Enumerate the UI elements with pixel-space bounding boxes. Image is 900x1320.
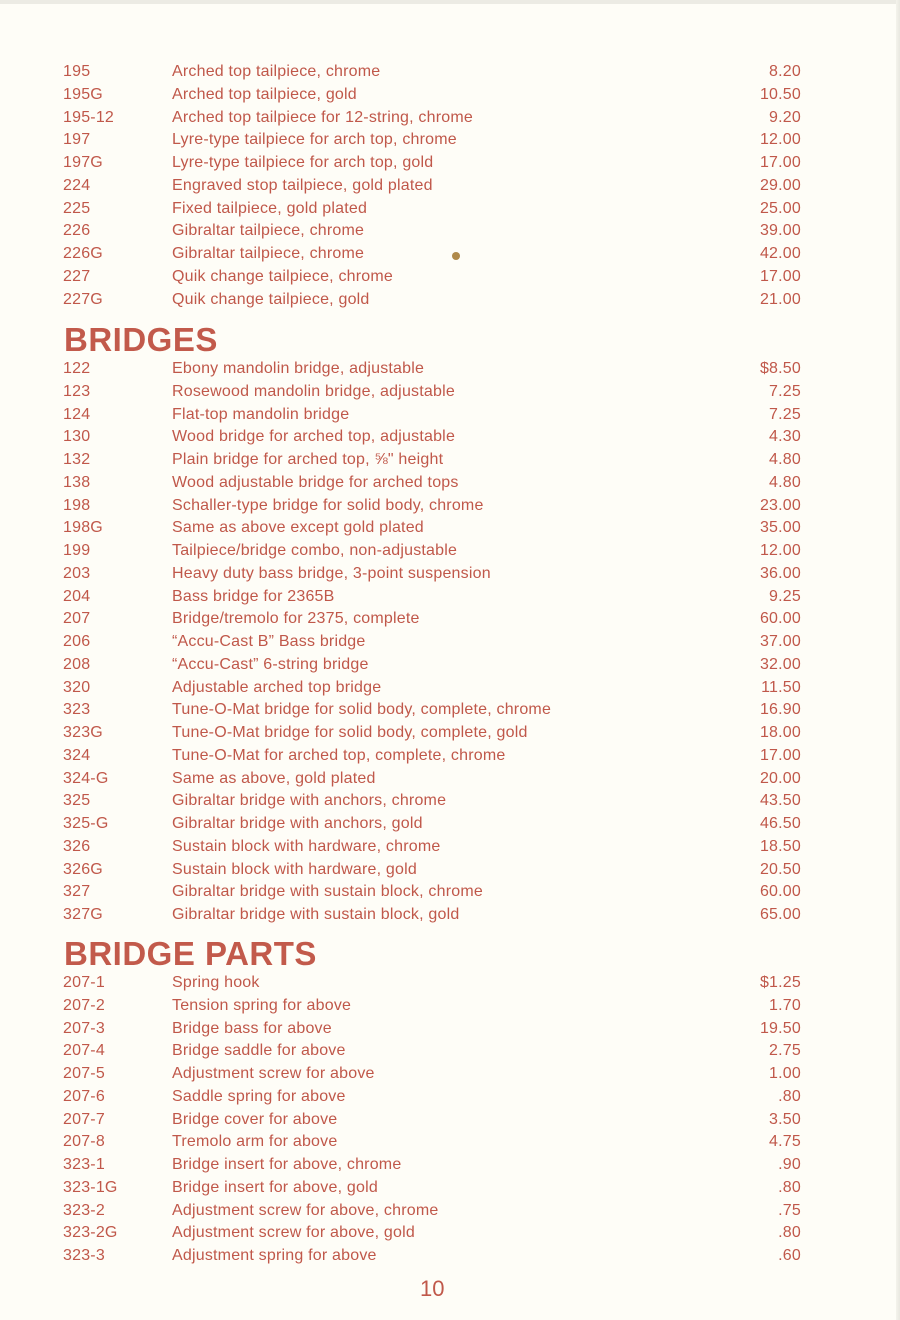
table-row — [0, 107, 900, 130]
part-number: 199 — [63, 542, 91, 559]
part-price: .75 — [778, 1201, 801, 1219]
part-description: Bridge insert for above, gold — [172, 1178, 378, 1196]
part-price: 10.50 — [759, 85, 801, 103]
table-row — [0, 61, 900, 84]
tailpieces-list — [0, 61, 900, 311]
table-row — [0, 1131, 900, 1154]
part-description: Tailpiece/bridge combo, non-adjustable — [172, 542, 458, 559]
part-description: “Accu-Cast B” Bass bridge — [172, 633, 366, 650]
table-row — [0, 243, 900, 266]
part-description: Gibraltar tailpiece, chrome — [172, 245, 365, 262]
part-number: 203 — [63, 564, 91, 582]
part-number: 323G — [63, 724, 103, 741]
part-description: Adjustable arched top bridge — [172, 678, 382, 696]
part-price: 43.50 — [759, 792, 801, 810]
table-row — [0, 404, 900, 427]
part-description: Tune-O-Mat bridge for solid body, complete, gold — [172, 724, 528, 741]
part-price: 17.00 — [759, 154, 801, 171]
page-number: 10 — [420, 1276, 445, 1301]
part-number: 195G — [63, 85, 103, 103]
part-description: Tremolo arm for above — [172, 1133, 338, 1151]
part-number: 132 — [63, 451, 91, 468]
part-number: 204 — [63, 587, 91, 605]
part-number: 323-1G — [63, 1178, 118, 1196]
part-number: 227G — [63, 290, 103, 308]
table-row — [0, 631, 900, 654]
part-description: Wood adjustable bridge for arched tops — [172, 473, 459, 491]
part-number: 207-5 — [63, 1065, 105, 1082]
part-description: Gibraltar bridge with sustain block, gold — [172, 906, 460, 923]
bridges-list — [0, 358, 900, 927]
table-row — [0, 563, 900, 586]
table-row — [0, 1222, 900, 1245]
part-description: Adjustment screw for above — [172, 1065, 375, 1082]
part-number: 138 — [63, 473, 91, 491]
table-row — [0, 1063, 900, 1086]
part-number: 207-3 — [63, 1019, 105, 1037]
table-row — [0, 677, 900, 700]
table-row — [0, 358, 900, 381]
part-description: Tune-O-Mat for arched top, complete, chrome — [172, 746, 506, 764]
part-description: Heavy duty bass bridge, 3-point suspension — [172, 564, 491, 582]
part-price: 35.00 — [759, 519, 801, 537]
part-description: Adjustment screw for above, gold — [172, 1224, 415, 1242]
part-description: Same as above except gold plated — [172, 519, 424, 537]
part-price: .80 — [778, 1224, 801, 1242]
part-price: 7.25 — [769, 405, 801, 423]
table-row — [0, 540, 900, 563]
table-row — [0, 1018, 900, 1041]
page-top-edge — [0, 0, 900, 4]
bridges-heading: BRIDGES — [64, 321, 218, 358]
part-price: 19.50 — [759, 1019, 801, 1037]
table-row — [0, 472, 900, 495]
part-number: 325 — [63, 792, 91, 810]
part-number: 323 — [63, 701, 91, 719]
part-price: 11.50 — [761, 678, 801, 696]
table-row — [0, 836, 900, 859]
part-price: 4.80 — [769, 473, 801, 491]
table-row — [0, 175, 900, 198]
table-row — [0, 881, 900, 904]
part-number: 195 — [63, 63, 91, 80]
bridges-section — [0, 322, 900, 927]
part-description: Arched top tailpiece for 12-string, chrome — [172, 108, 473, 126]
part-price: 29.00 — [759, 176, 801, 194]
table-row — [0, 586, 900, 609]
part-price: 16.90 — [759, 701, 801, 719]
part-description: Gibraltar bridge with sustain block, chrome — [172, 883, 483, 901]
part-price: .60 — [778, 1247, 801, 1264]
part-description: Adjustment spring for above — [172, 1247, 377, 1264]
part-description: Gibraltar tailpiece, chrome — [172, 222, 365, 240]
table-row — [0, 1086, 900, 1109]
part-number: 327 — [63, 883, 91, 901]
part-price: 60.00 — [759, 883, 801, 901]
part-description: Bass bridge for 2365B — [172, 587, 335, 605]
part-description: Bridge bass for above — [172, 1019, 332, 1037]
part-description: Lyre-type tailpiece for arch top, chrome — [172, 131, 457, 149]
part-number: 226 — [63, 222, 91, 240]
part-number: 122 — [63, 360, 91, 377]
part-number: 206 — [63, 633, 91, 650]
part-number: 323-2G — [63, 1224, 118, 1242]
table-row — [0, 517, 900, 540]
part-number: 208 — [63, 655, 91, 673]
part-price: 42.00 — [759, 245, 801, 262]
part-description: Same as above, gold plated — [172, 769, 376, 787]
part-description: Adjustment screw for above, chrome — [172, 1201, 439, 1219]
part-price: 4.75 — [769, 1133, 801, 1151]
part-price: 3.50 — [769, 1110, 801, 1128]
part-price: 18.50 — [759, 837, 801, 855]
part-description: Sustain block with hardware, chrome — [172, 837, 441, 855]
part-price: 18.00 — [759, 724, 801, 741]
part-price: 9.25 — [769, 587, 801, 605]
part-number: 197 — [63, 131, 91, 149]
part-description: Quik change tailpiece, chrome — [172, 267, 394, 285]
part-description: Arched top tailpiece, chrome — [172, 63, 381, 80]
part-price: .90 — [778, 1156, 801, 1173]
part-number: 207-7 — [63, 1110, 105, 1128]
part-price: 12.00 — [759, 131, 801, 149]
part-description: Gibraltar bridge with anchors, gold — [172, 815, 423, 832]
part-number: 198 — [63, 496, 91, 514]
table-row — [0, 1109, 900, 1132]
part-price: 21.00 — [759, 290, 801, 308]
bridge-parts-heading: BRIDGE PARTS — [64, 935, 317, 972]
part-price: .80 — [778, 1087, 801, 1105]
table-row — [0, 1200, 900, 1223]
part-number: 226G — [63, 245, 103, 262]
table-row — [0, 84, 900, 107]
part-price: 37.00 — [759, 633, 801, 650]
part-description: Spring hook — [172, 974, 260, 991]
table-row — [0, 381, 900, 404]
part-price: 32.00 — [759, 655, 801, 673]
part-price: 65.00 — [759, 906, 801, 923]
table-row — [0, 790, 900, 813]
table-row — [0, 813, 900, 836]
table-row — [0, 426, 900, 449]
part-description: Tension spring for above — [172, 996, 352, 1014]
table-row — [0, 129, 900, 152]
part-description: Engraved stop tailpiece, gold plated — [172, 176, 433, 194]
part-number: 207-4 — [63, 1042, 105, 1060]
table-row — [0, 1245, 900, 1268]
table-row — [0, 904, 900, 927]
part-price: 8.20 — [769, 63, 801, 80]
part-price: 20.00 — [759, 769, 801, 787]
part-description: Fixed tailpiece, gold plated — [172, 199, 368, 217]
part-description: Gibraltar bridge with anchors, chrome — [172, 792, 447, 810]
part-description: Tune-O-Mat bridge for solid body, complete, chrome — [172, 701, 552, 719]
table-row — [0, 745, 900, 768]
part-number: 225 — [63, 199, 91, 217]
part-price: .80 — [778, 1178, 801, 1196]
part-price: $1.25 — [759, 974, 801, 991]
part-description: Bridge cover for above — [172, 1110, 338, 1128]
part-price: 1.70 — [769, 996, 801, 1014]
part-number: 224 — [63, 176, 91, 194]
bridge-parts-section — [0, 936, 900, 1268]
part-number: 207-1 — [63, 974, 105, 991]
table-row — [0, 608, 900, 631]
part-description: Bridge insert for above, chrome — [172, 1156, 402, 1173]
part-number: 207-8 — [63, 1133, 105, 1151]
part-description: Sustain block with hardware, gold — [172, 860, 417, 878]
part-description: Bridge saddle for above — [172, 1042, 346, 1060]
table-row — [0, 152, 900, 175]
part-number: 130 — [63, 428, 91, 446]
part-price: 46.50 — [759, 815, 801, 832]
part-price: 1.00 — [769, 1065, 801, 1082]
part-description: Ebony mandolin bridge, adjustable — [172, 360, 425, 377]
part-price: 7.25 — [769, 382, 801, 400]
part-description: “Accu-Cast” 6-string bridge — [172, 655, 369, 673]
table-row — [0, 654, 900, 677]
table-row — [0, 495, 900, 518]
table-row — [0, 198, 900, 221]
part-price: 4.30 — [769, 428, 801, 446]
part-number: 320 — [63, 678, 91, 696]
bridge-parts-list — [0, 972, 900, 1268]
part-price: 25.00 — [759, 199, 801, 217]
table-row — [0, 995, 900, 1018]
part-price: 60.00 — [759, 610, 801, 628]
part-price: 36.00 — [759, 564, 801, 582]
table-row — [0, 266, 900, 289]
part-price: 23.00 — [759, 496, 801, 514]
part-price: 17.00 — [759, 746, 801, 764]
part-price: 12.00 — [759, 542, 801, 559]
part-description: Quik change tailpiece, gold — [172, 290, 370, 308]
table-row — [0, 768, 900, 791]
part-number: 123 — [63, 382, 91, 400]
table-row — [0, 1040, 900, 1063]
part-number: 207-2 — [63, 996, 105, 1014]
table-row — [0, 1177, 900, 1200]
part-description: Plain bridge for arched top, ⅝" height — [172, 451, 444, 468]
part-number: 198G — [63, 519, 103, 537]
part-description: Schaller-type bridge for solid body, chrome — [172, 496, 484, 514]
table-row — [0, 722, 900, 745]
part-number: 323-3 — [63, 1247, 105, 1264]
part-number: 325-G — [63, 815, 109, 832]
part-description: Flat-top mandolin bridge — [172, 405, 350, 423]
part-number: 327G — [63, 906, 103, 923]
part-number: 207-6 — [63, 1087, 105, 1105]
part-price: $8.50 — [759, 360, 801, 377]
tailpieces-section — [0, 61, 900, 311]
part-description: Lyre-type tailpiece for arch top, gold — [172, 154, 434, 171]
part-price: 4.80 — [769, 451, 801, 468]
part-description: Rosewood mandolin bridge, adjustable — [172, 382, 455, 400]
part-number: 324 — [63, 746, 91, 764]
part-description: Wood bridge for arched top, adjustable — [172, 428, 456, 446]
part-price: 20.50 — [759, 860, 801, 878]
part-number: 326 — [63, 837, 91, 855]
part-number: 323-2 — [63, 1201, 105, 1219]
table-row — [0, 972, 900, 995]
table-row — [0, 1154, 900, 1177]
part-number: 326G — [63, 860, 103, 878]
part-description: Saddle spring for above — [172, 1087, 346, 1105]
table-row — [0, 859, 900, 882]
part-number: 197G — [63, 154, 103, 171]
part-number: 207 — [63, 610, 91, 628]
table-row — [0, 220, 900, 243]
part-number: 195-12 — [63, 108, 115, 126]
part-number: 124 — [63, 405, 91, 423]
table-row — [0, 449, 900, 472]
table-row — [0, 699, 900, 722]
part-description: Arched top tailpiece, gold — [172, 85, 357, 103]
part-number: 324-G — [63, 769, 109, 787]
part-number: 227 — [63, 267, 91, 285]
part-price: 9.20 — [769, 108, 801, 126]
part-number: 323-1 — [63, 1156, 105, 1173]
part-price: 2.75 — [769, 1042, 801, 1060]
part-description: Bridge/tremolo for 2375, complete — [172, 610, 420, 628]
table-row — [0, 289, 900, 312]
part-price: 39.00 — [759, 222, 801, 240]
part-price: 17.00 — [759, 267, 801, 285]
